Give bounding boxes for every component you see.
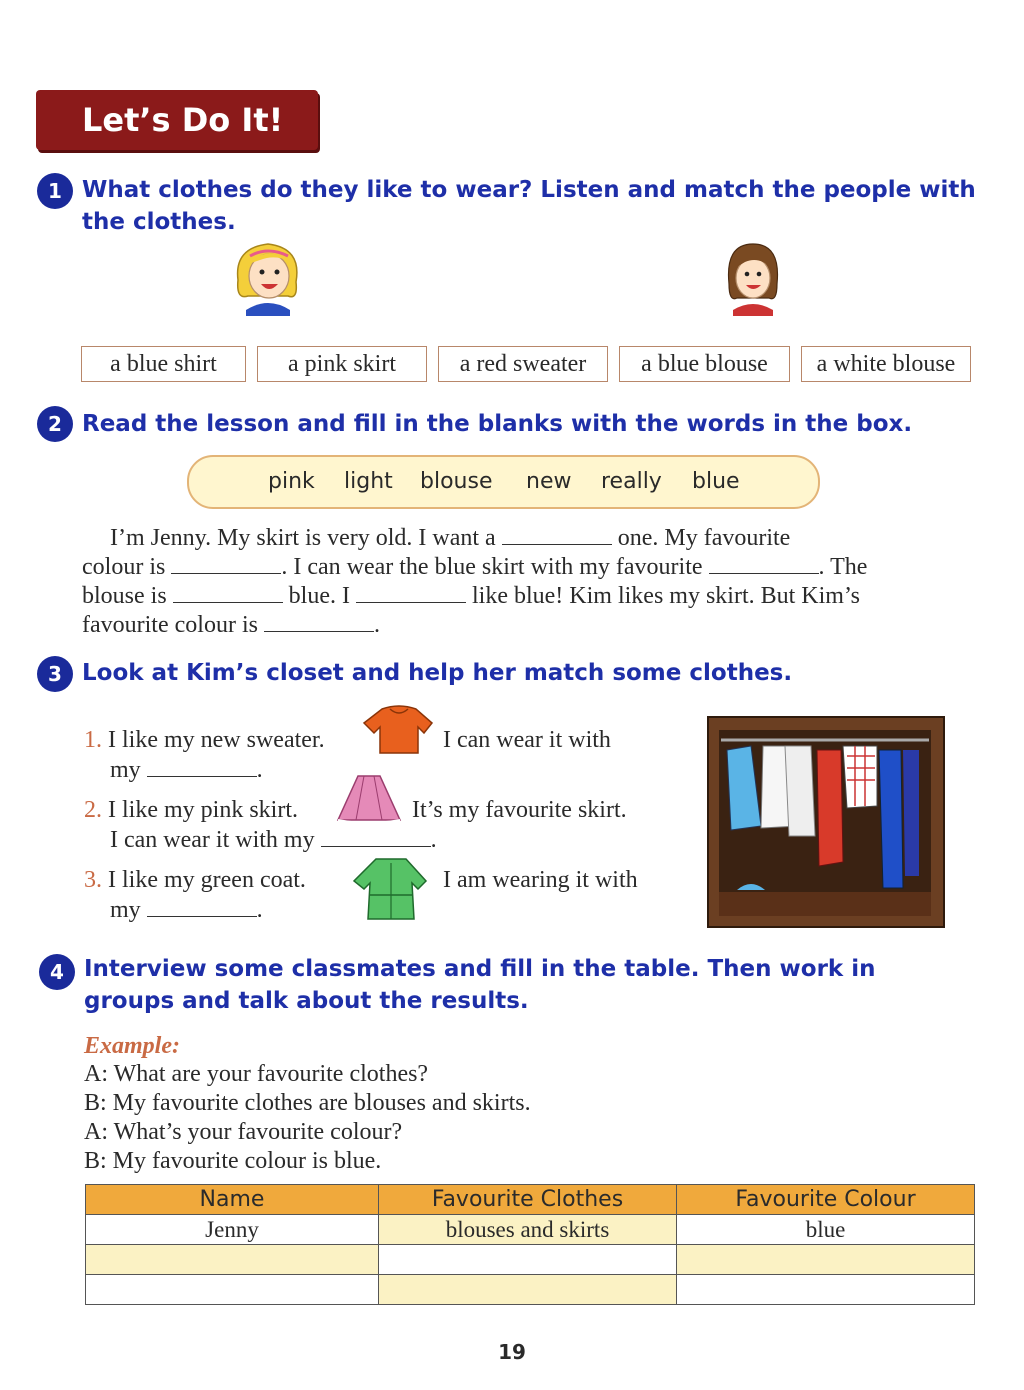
section-2-heading: Read the lesson and fill in the blanks with the words in the box.: [82, 411, 913, 437]
section-3-number: 3: [37, 656, 73, 692]
section-4-heading-line1: Interview some classmates and fill in the table. Then work in: [84, 956, 876, 982]
page-number: 19: [498, 1340, 526, 1364]
lesson-text: blouse is: [82, 583, 167, 609]
blank-2[interactable]: [171, 553, 281, 574]
option-white-blouse[interactable]: a white blouse: [801, 346, 971, 382]
section-2-number: 2: [37, 406, 73, 442]
item-text: I like my new sweater.: [108, 727, 325, 753]
blank-5[interactable]: [356, 582, 466, 603]
cell-clothes[interactable]: [379, 1275, 677, 1305]
closet-illustration: [707, 716, 947, 930]
item-number: 2.: [84, 797, 102, 823]
cell-clothes: blouses and skirts: [379, 1215, 677, 1245]
blank-1[interactable]: [502, 524, 612, 545]
lesson-line-3: [82, 582, 860, 611]
blank-3[interactable]: [709, 553, 819, 574]
item-text: my: [110, 897, 141, 923]
table-row: [86, 1245, 975, 1275]
cell-colour[interactable]: [677, 1275, 975, 1305]
word-pink: pink: [268, 469, 315, 494]
word-blue: blue: [692, 469, 740, 494]
item-text: .: [256, 897, 263, 923]
sweater-icon: [362, 703, 436, 757]
closet-item-3-tail: I am wearing it with: [443, 867, 638, 893]
closet-item-3-line1: [84, 866, 306, 895]
header-favourite-clothes: Favourite Clothes: [379, 1185, 677, 1215]
table-row: [86, 1275, 975, 1305]
lesson-line-1: [110, 524, 790, 553]
lesson-line-2: [82, 553, 867, 582]
lesson-text: favourite colour is: [82, 612, 258, 638]
closet-item-1-tail: I can wear it with: [443, 727, 611, 753]
lesson-text: .: [373, 612, 380, 638]
option-red-sweater[interactable]: a red sweater: [438, 346, 608, 382]
banner-title: Let’s Do It!: [82, 101, 284, 139]
section-4-heading-line2: groups and talk about the results.: [84, 988, 529, 1014]
closet-item-2-line1: [84, 796, 298, 825]
word-blouse: blouse: [420, 469, 493, 494]
cell-clothes[interactable]: [379, 1245, 677, 1275]
blank-item-1[interactable]: [147, 756, 257, 777]
table-row: [86, 1215, 975, 1245]
cell-colour[interactable]: [677, 1245, 975, 1275]
blank-item-3[interactable]: [147, 896, 257, 917]
lesson-text: I’m Jenny. My skirt is very old. I want a: [110, 525, 496, 551]
section-4-number: 4: [39, 954, 75, 990]
example-label: Example:: [84, 1033, 180, 1059]
item-number: 3.: [84, 867, 102, 893]
closet-item-2-line2: [110, 826, 437, 855]
option-blue-blouse[interactable]: a blue blouse: [619, 346, 790, 382]
lesson-banner: [36, 90, 318, 150]
item-text: I like my pink skirt.: [108, 797, 298, 823]
closet-item-2-tail: It’s my favourite skirt.: [412, 797, 627, 823]
cell-name: Jenny: [86, 1215, 379, 1245]
lesson-text: . I can wear the blue skirt with my favourite: [281, 554, 703, 580]
lesson-text: . The: [818, 554, 868, 580]
cell-name[interactable]: [86, 1245, 379, 1275]
item-number: 1.: [84, 727, 102, 753]
item-text: my: [110, 757, 141, 783]
blank-6[interactable]: [264, 611, 374, 632]
girl-blonde-illustration: [232, 240, 304, 316]
closet-item-1-line1: [84, 726, 325, 755]
header-name: Name: [86, 1185, 379, 1215]
cell-name[interactable]: [86, 1275, 379, 1305]
lesson-text: blue. I: [288, 583, 350, 609]
item-text: .: [430, 827, 437, 853]
lesson-text: colour is: [82, 554, 166, 580]
item-text: .: [256, 757, 263, 783]
skirt-icon: [334, 772, 404, 826]
lesson-text: one. My favourite: [617, 525, 791, 551]
coat-icon: [350, 855, 432, 925]
item-text: I like my green coat.: [108, 867, 306, 893]
cell-colour: blue: [677, 1215, 975, 1245]
section-1-heading-line1: What clothes do they like to wear? Listen and match the people with: [82, 177, 976, 203]
dialogue-line-3: A: What’s your favourite colour?: [84, 1119, 403, 1145]
lesson-text: like blue! Kim likes my skirt. But Kim’s: [471, 583, 860, 609]
item-text: I can wear it with my: [110, 827, 315, 853]
section-1-heading-line2: the clothes.: [82, 209, 236, 235]
dialogue-line-4: B: My favourite colour is blue.: [84, 1148, 382, 1174]
lesson-line-4: [82, 611, 380, 640]
blank-item-2[interactable]: [321, 826, 431, 847]
word-really: really: [601, 469, 662, 494]
closet-item-1-line2: [110, 756, 263, 785]
interview-table: [85, 1184, 975, 1305]
blank-4[interactable]: [173, 582, 283, 603]
header-favourite-colour: Favourite Colour: [677, 1185, 975, 1215]
option-pink-skirt[interactable]: a pink skirt: [257, 346, 427, 382]
girl-brunette-illustration: [723, 240, 783, 316]
closet-item-3-line2: [110, 896, 263, 925]
section-3-heading: Look at Kim’s closet and help her match some clothes.: [82, 660, 793, 686]
section-1-number: 1: [37, 173, 73, 209]
word-light: light: [344, 469, 393, 494]
option-blue-shirt[interactable]: a blue shirt: [81, 346, 246, 382]
dialogue-line-1: A: What are your favourite clothes?: [84, 1061, 429, 1087]
dialogue-line-2: B: My favourite clothes are blouses and skirts.: [84, 1090, 531, 1116]
word-box: [187, 455, 820, 509]
table-header-row: [86, 1185, 975, 1215]
word-new: new: [526, 469, 572, 494]
